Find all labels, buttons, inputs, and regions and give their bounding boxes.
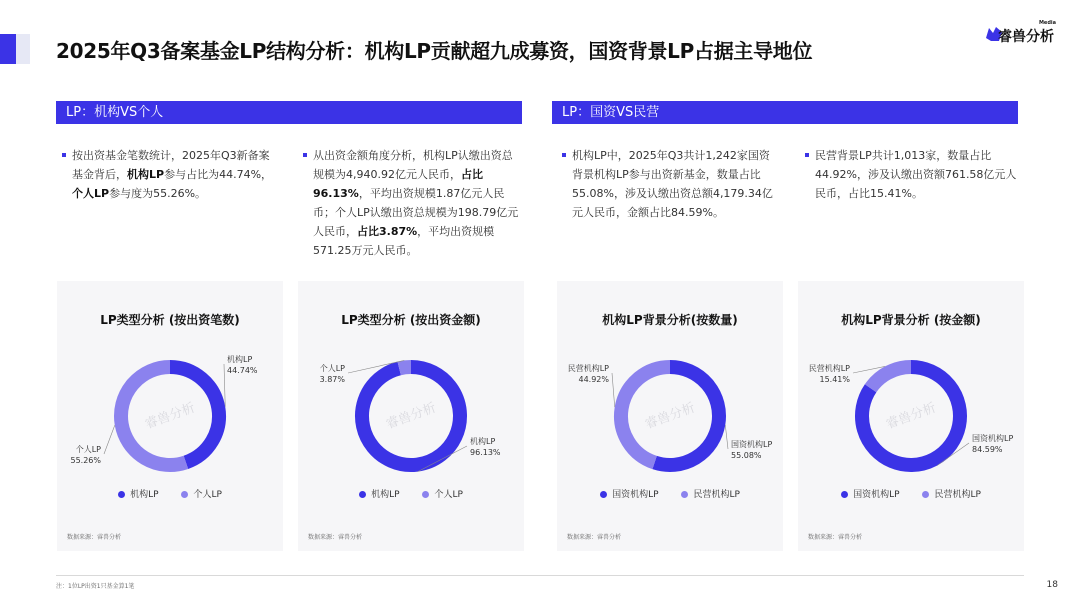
donut-chart-background-amount [798,281,1024,551]
footer-divider [56,575,1024,576]
bullet-dot [303,153,307,157]
logo-media-text: Media [1038,20,1056,26]
chart-source: 数据来源：睿兽分析 [67,534,122,541]
logo [978,20,1058,46]
slice-value-label: 96.13% [470,448,501,457]
donut-chart-lp-amount [298,281,524,551]
chart-title: LP类型分析 (按出资笔数) [100,313,240,327]
donut-chart-lp-count [57,281,283,551]
watermark: 睿兽分析 [384,400,439,433]
bullet-private-lp: 民营背景LP共计1,013家，数量占比44.92%，涉及认缴出资额761.58亿元人民币，占比15.41%。 [815,146,1020,203]
slice-name-label: 国资机构LP [731,440,773,449]
watermark: 睿兽分析 [884,400,939,433]
slice-name-label: 民营机构LP [567,364,609,373]
chart-legend [557,487,783,500]
title-accent-bar [0,34,16,64]
legend-dot [600,491,607,498]
slice-value-label: 55.08% [731,451,762,460]
slice-name-label: 机构LP [227,355,253,364]
logo-text: 睿兽分析 [998,29,1054,45]
chart-card-1 [57,281,283,551]
legend-item: 机构LP [359,487,399,500]
leader-line [224,364,225,407]
bullet-count-share: 按出资基金笔数统计，2025年Q3新备案基金背后，机构LP参与占比为44.74%，个人LP参与度为55.26%。 [72,146,278,203]
slice-value-label: 84.59% [972,445,1003,454]
leader-line [612,373,615,407]
donut-slice [399,367,411,368]
slice-name-label: 民营机构LP [808,364,850,373]
chart-source: 数据来源：睿兽分析 [808,534,863,541]
chart-legend [798,487,1024,500]
bullet-dot [562,153,566,157]
chart-card-3 [557,281,783,551]
slice-value-label: 15.41% [819,375,850,384]
legend-dot [681,491,688,498]
chart-title: 机构LP背景分析 (按金额) [841,313,981,327]
slice-name-label: 国资机构LP [972,434,1014,443]
chart-title: LP类型分析 (按出资金额) [341,313,481,327]
leader-line [725,425,728,449]
chart-legend [57,487,283,500]
watermark: 睿兽分析 [143,400,198,433]
legend-item: 机构LP [118,487,158,500]
legend-item: 国资机构LP [841,487,899,500]
chart-title: 机构LP背景分析(按数量) [602,313,738,327]
chart-legend [298,487,524,500]
legend-dot [359,491,366,498]
legend-dot [422,491,429,498]
legend-item: 国资机构LP [600,487,658,500]
donut-slice [871,367,911,388]
legend-item: 个人LP [422,487,462,500]
page-number: 18 [1046,580,1058,590]
chart-card-2 [298,281,524,551]
slice-value-label: 55.26% [70,456,101,465]
legend-dot [181,491,188,498]
bullet-dot [62,153,66,157]
legend-item: 民营机构LP [681,487,739,500]
legend-dot [922,491,929,498]
slice-name-label: 个人LP [75,445,101,454]
leader-line [104,425,115,454]
section-header-institution-vs-individual: LP：机构VS个人 [56,101,522,124]
bullet-state-lp: 机构LP中，2025年Q3共计1,242家国资背景机构LP参与出资新基金，数量占比55.08%，涉及认缴出资总额4,179.34亿元人民币，金额占比84.59%。 [572,146,778,222]
donut-chart-background-count [557,281,783,551]
chart-source: 数据来源：睿兽分析 [567,534,622,541]
legend-dot [118,491,125,498]
slice-value-label: 44.92% [578,375,609,384]
legend-item: 民营机构LP [922,487,980,500]
legend-dot [841,491,848,498]
slice-name-label: 个人LP [319,364,345,373]
page-title: 2025年Q3备案基金LP结构分析：机构LP贡献超九成募资，国资背景LP占据主导地位 [56,39,813,63]
bullet-amount-share: 从出资金额角度分析，机构LP认缴出资总规模为4,940.92亿元人民币，占比96.13%，平均出资规模1.87亿元人民币；个人LP认缴出资总规模为198.79亿元人民币，占比3.87%，平均出资规模571.25万元人民币。 [313,146,521,260]
bullet-dot [805,153,809,157]
footnote: 注：1位LP出资1只基金算1笔 [56,583,135,590]
section-header-state-vs-private: LP：国资VS民营 [552,101,1018,124]
watermark: 睿兽分析 [643,400,698,433]
chart-source: 数据来源：睿兽分析 [308,534,363,541]
slice-value-label: 3.87% [319,375,345,384]
chart-card-4 [798,281,1024,551]
slice-value-label: 44.74% [227,366,258,375]
slice-name-label: 机构LP [470,437,496,446]
legend-item: 个人LP [181,487,221,500]
title-accent-bar-light [16,34,30,64]
